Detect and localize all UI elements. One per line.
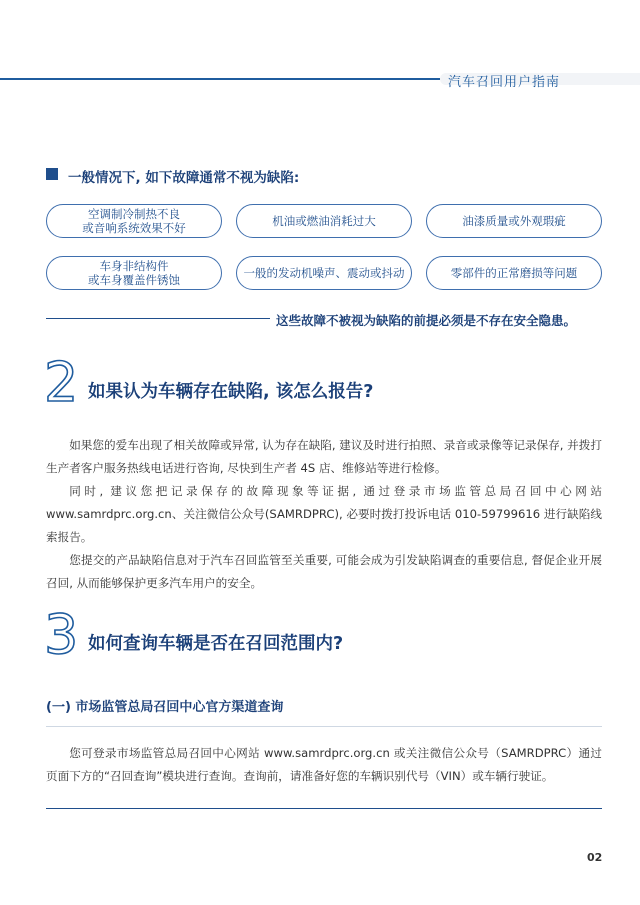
- non-defect-item: [426, 256, 602, 290]
- header-rule: [0, 78, 440, 80]
- non-defect-item: [46, 256, 222, 290]
- section3-number: 3: [44, 603, 79, 666]
- item-line: 车身非结构件: [99, 259, 169, 273]
- section3-title: 如何查询车辆是否在召回范围内?: [88, 634, 344, 654]
- item-line: 油漆质量或外观瑕疵: [462, 214, 566, 228]
- item-line: 机油或燃油消耗过大: [272, 214, 376, 228]
- section2-number: 2: [44, 351, 79, 414]
- paragraph: 您提交的产品缺陷信息对于汽车召回监管至关重要, 可能会成为引发缺陷调查的重要信息, 督促企业开展召回, 从而能够保护更多汽车用户的安全。: [46, 553, 602, 590]
- subtitle-rule: [46, 726, 602, 727]
- paragraph: 如果您的爱车出现了相关故障或异常, 认为存在缺陷, 建议及时进行拍照、录音或录像等记录保存, 并拨打生产者客户服务热线电话进行咨询, 尽快到生产者 4S 店、维修站等进行检修。: [46, 438, 602, 475]
- paragraph: 同时, 建议您把记录保存的故障现象等证据, 通过登录市场监管总局召回中心网站 www.samrdprc.org.cn、关注微信公众号(SAMRDPRC), 必要时拨打投诉电话 010-59799616 进行缺陷线索报告。: [46, 484, 602, 544]
- paragraph: 您可登录市场监管总局召回中心网站 www.samrdprc.org.cn 或关注微信公众号（SAMRDPRC）通过页面下方的“召回查询”模块进行查询。查询前，请准备好您的车辆识别代号（VIN）或车辆行驶证。: [46, 746, 602, 783]
- page-number: 02: [587, 851, 603, 864]
- item-line: 或车身覆盖件锈蚀: [88, 273, 180, 287]
- item-line: 空调制冷制热不良: [88, 207, 180, 221]
- header-title: 汽车召回用户指南: [448, 75, 561, 90]
- non-defect-item: [236, 256, 412, 290]
- non-defect-item: [236, 204, 412, 238]
- item-line: 或音响系统效果不好: [82, 221, 186, 235]
- section2-body: [46, 434, 602, 595]
- note-rule: [46, 318, 270, 319]
- bottom-rule: [46, 808, 602, 809]
- section3-body: [46, 742, 602, 788]
- item-line: 一般的发动机噪声、震动或抖动: [243, 266, 405, 280]
- section3-subtitle: (一) 市场监管总局召回中心官方渠道查询: [46, 700, 284, 715]
- section2-title: 如果认为车辆存在缺陷, 该怎么报告?: [88, 382, 374, 402]
- item-line: 零部件的正常磨损等问题: [450, 266, 578, 280]
- section1-lead: 一般情况下, 如下故障通常不视为缺陷:: [68, 170, 300, 186]
- non-defect-item: [426, 204, 602, 238]
- bullet-square-icon: [46, 168, 58, 180]
- non-defect-item: [46, 204, 222, 238]
- section1-note: 这些故障不被视为缺陷的前提必须是不存在安全隐患。: [276, 313, 577, 328]
